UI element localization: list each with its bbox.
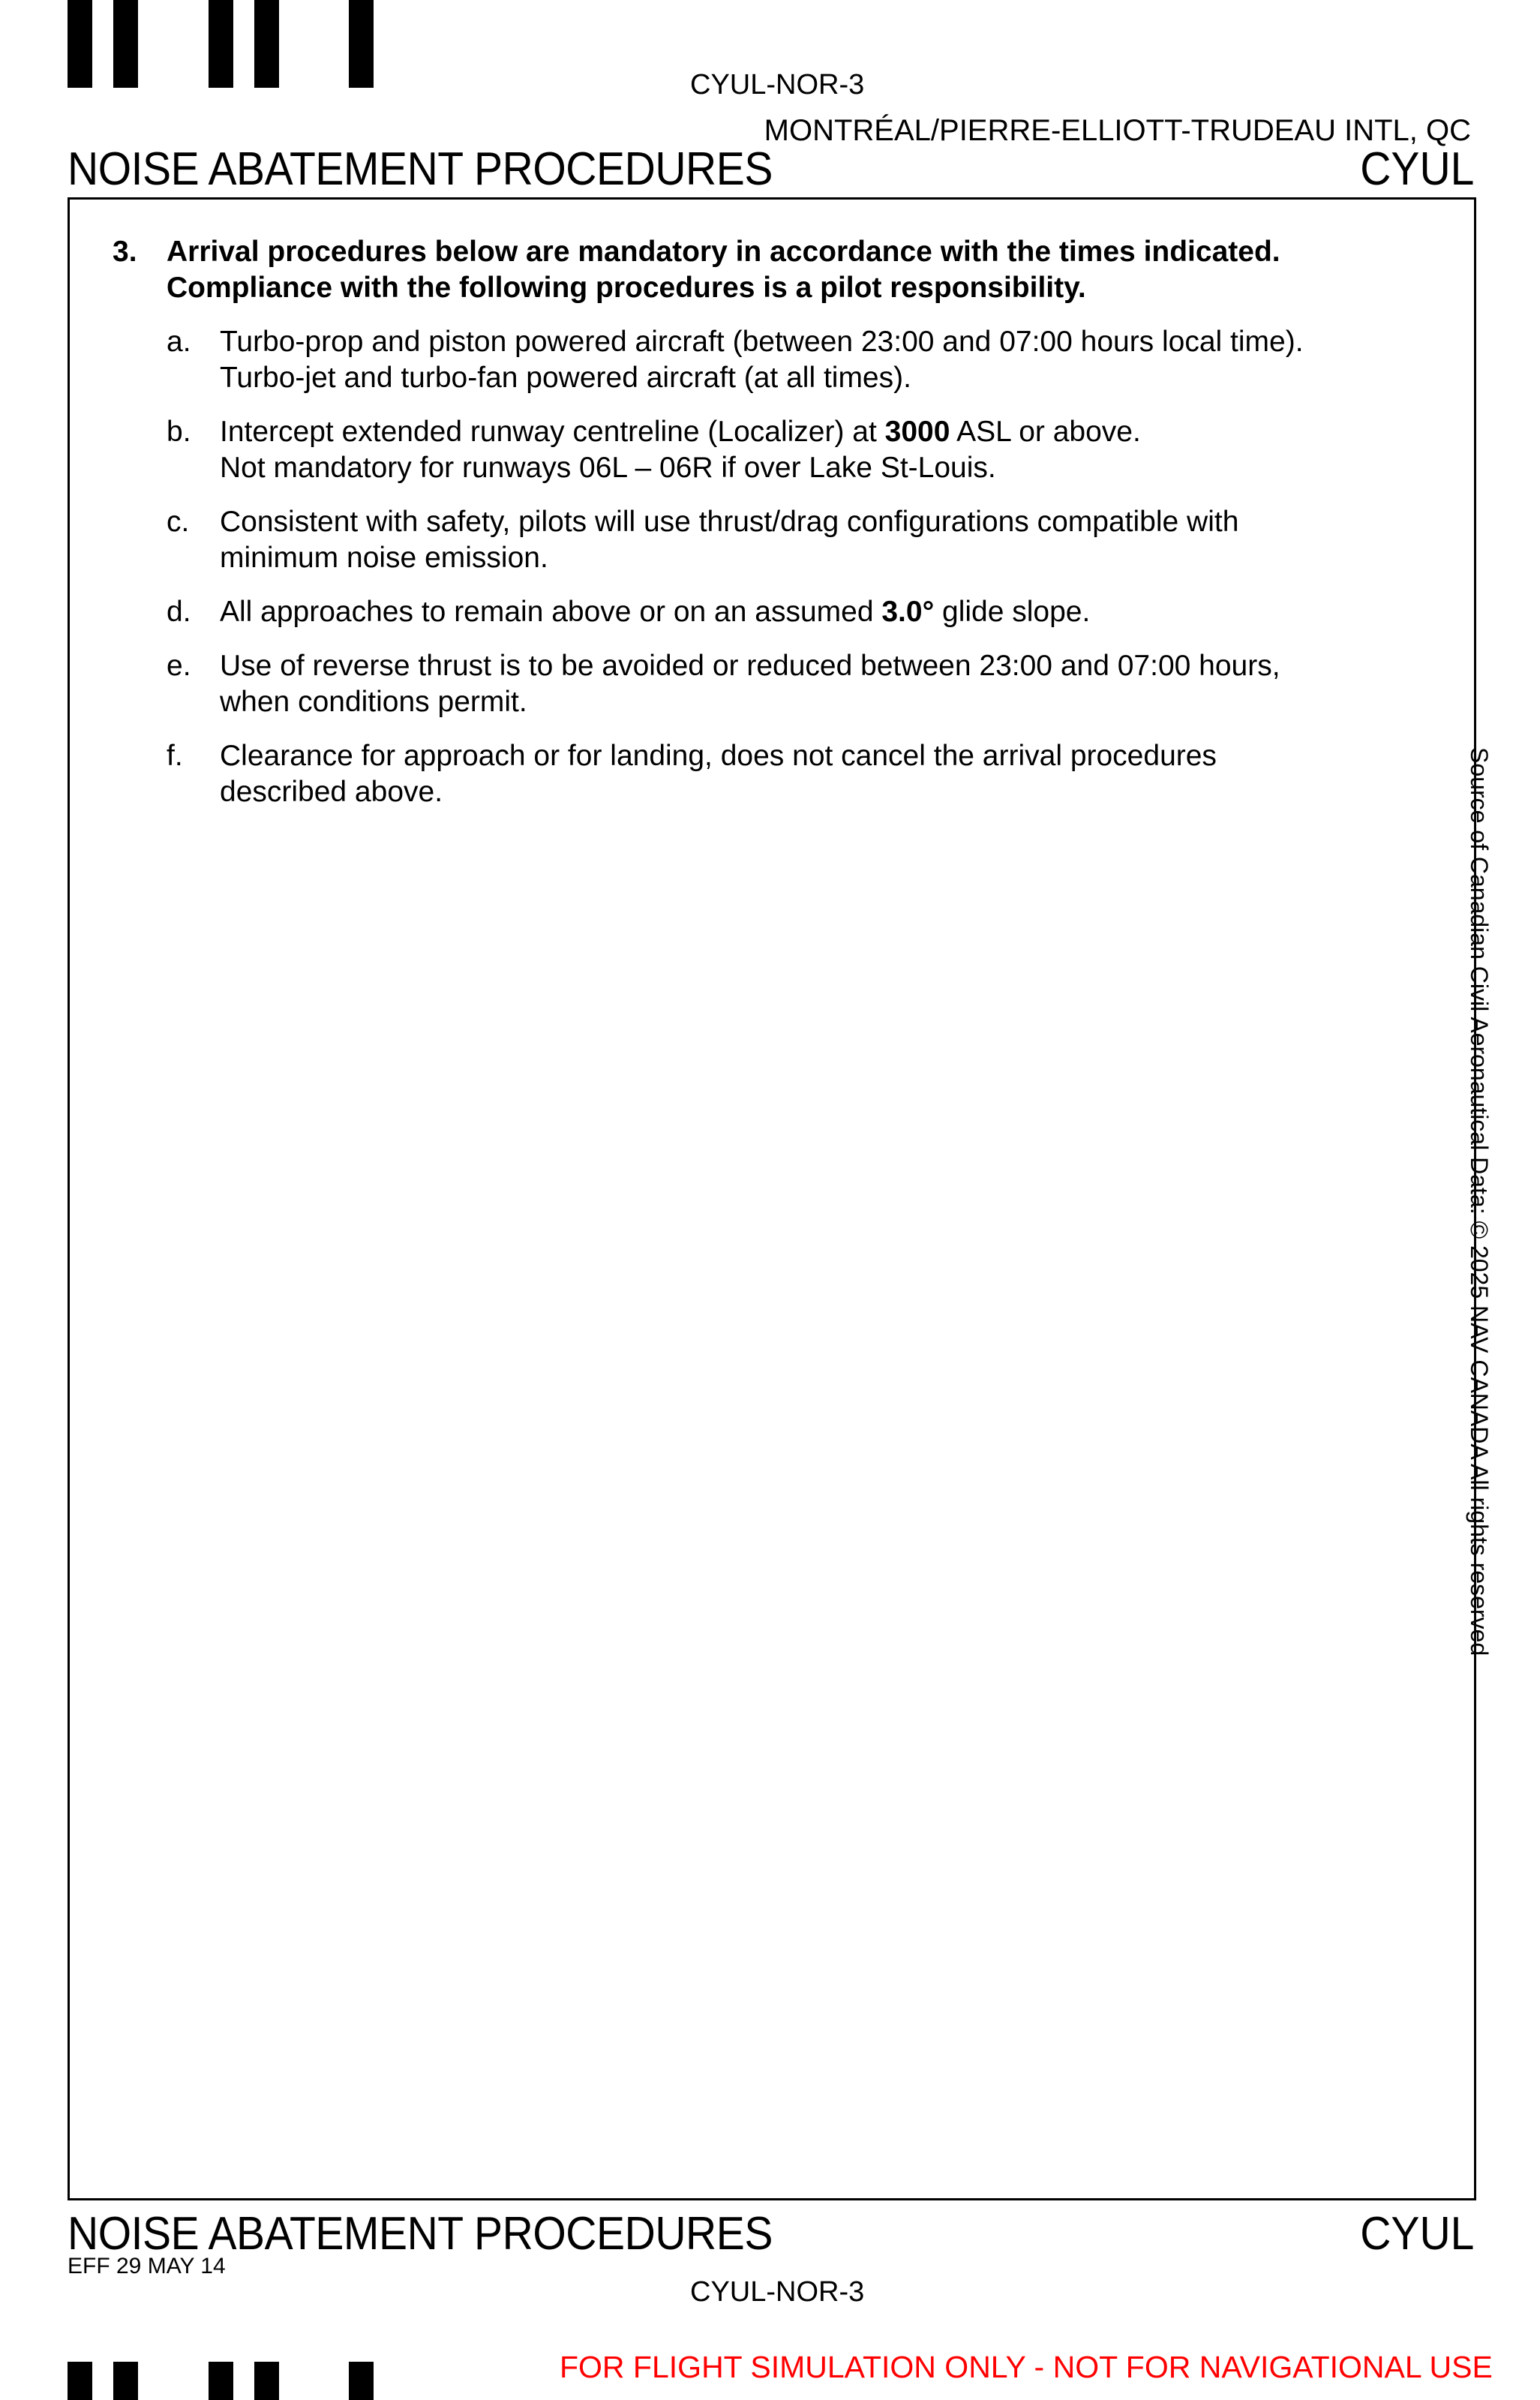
- subitem-text: [220, 414, 1433, 486]
- airport-name: MONTRÉAL/PIERRE-ELLIOTT-TRUDEAU INTL, QC: [764, 114, 1471, 147]
- bottom-marker-bar-2: [113, 2362, 138, 2400]
- top-marker-bar-1: [68, 0, 92, 88]
- subitem-line: when conditions permit.: [220, 686, 527, 718]
- subitem-f: [113, 738, 1433, 810]
- item-text: [167, 234, 1433, 306]
- subitem-letter: d.: [167, 596, 191, 628]
- subitem-text: [220, 504, 1433, 576]
- subitem-c: [113, 504, 1433, 576]
- subitem-line: Clearance for approach or for landing, does not cancel the arrival procedures: [220, 740, 1217, 772]
- subitem-line: Turbo-prop and piston powered aircraft (between 23:00 and 07:00 hours local time).: [220, 326, 1304, 358]
- subitem-line: described above.: [220, 776, 443, 808]
- top-marker-bar-3: [209, 0, 233, 88]
- subitem-d: [113, 594, 1433, 630]
- bottom-marker-bar-1: [68, 2362, 92, 2400]
- top-marker-bar-5: [349, 0, 374, 88]
- subitem-line-part: ASL or above.: [950, 416, 1141, 448]
- subitem-letter: a.: [167, 326, 191, 358]
- item-line: Compliance with the following procedures is a pilot responsibility.: [167, 272, 1086, 304]
- subitem-text: [220, 594, 1433, 630]
- header-ident: CYUL: [1359, 143, 1474, 195]
- header-section-title: NOISE ABATEMENT PROCEDURES: [68, 143, 773, 195]
- subitem-line: Use of reverse thrust is to be avoided or reduced between 23:00 and 07:00 hours,: [220, 650, 1280, 682]
- subitem-text: [220, 648, 1433, 720]
- simulation-disclaimer: FOR FLIGHT SIMULATION ONLY - NOT FOR NAVIGATIONAL USE: [560, 2350, 1493, 2384]
- subitem-line: [220, 594, 1433, 630]
- item-line: Arrival procedures below are mandatory in accordance with the times indicated.: [167, 236, 1280, 268]
- subitem-line: Consistent with safety, pilots will use thrust/drag configurations compatible with: [220, 506, 1239, 538]
- subitem-line-part: All approaches to remain above or on an assumed: [220, 596, 882, 628]
- footer-ident: CYUL: [1359, 2208, 1474, 2260]
- item-number: 3.: [113, 236, 137, 268]
- subitem-letter: b.: [167, 416, 191, 448]
- subitem-b: [113, 414, 1433, 486]
- subitem-text: [220, 738, 1433, 810]
- procedure-content: [113, 234, 1433, 810]
- subitem-letter: f.: [167, 740, 183, 772]
- altitude-value: 3000: [884, 416, 950, 448]
- footer-page-code: CYUL-NOR-3: [690, 2276, 865, 2308]
- top-marker-bar-4: [254, 0, 279, 88]
- bottom-marker-bar-3: [209, 2362, 233, 2400]
- subitem-e: [113, 648, 1433, 720]
- effective-date: EFF 29 MAY 14: [68, 2254, 226, 2278]
- glide-slope-value: 3.0°: [881, 596, 935, 628]
- subitem-line: Turbo-jet and turbo-fan powered aircraft (at all times).: [220, 362, 911, 394]
- bottom-marker-bar-5: [349, 2362, 374, 2400]
- subitem-line: minimum noise emission.: [220, 542, 548, 574]
- subitem-line: [220, 414, 1433, 450]
- top-marker-bar-2: [113, 0, 138, 88]
- subitem-line-part: Intercept extended runway centreline (Localizer) at: [220, 416, 885, 448]
- bottom-marker-bar-4: [254, 2362, 279, 2400]
- subitem-a: [113, 324, 1433, 396]
- data-source-credit: Source of Canadian Civil Aeronautical Data: © 2025 NAV CANADA All rights reserved: [1466, 747, 1493, 1657]
- subitem-letter: c.: [167, 506, 190, 538]
- header-page-code: CYUL-NOR-3: [690, 69, 865, 101]
- subitem-line-part: glide slope.: [934, 596, 1091, 628]
- subitem-letter: e.: [167, 650, 191, 682]
- subitem-text: [220, 324, 1433, 396]
- footer-section-title: NOISE ABATEMENT PROCEDURES: [68, 2208, 773, 2260]
- subitem-line: Not mandatory for runways 06L – 06R if over Lake St-Louis.: [220, 452, 996, 484]
- procedure-item-3: [113, 234, 1433, 306]
